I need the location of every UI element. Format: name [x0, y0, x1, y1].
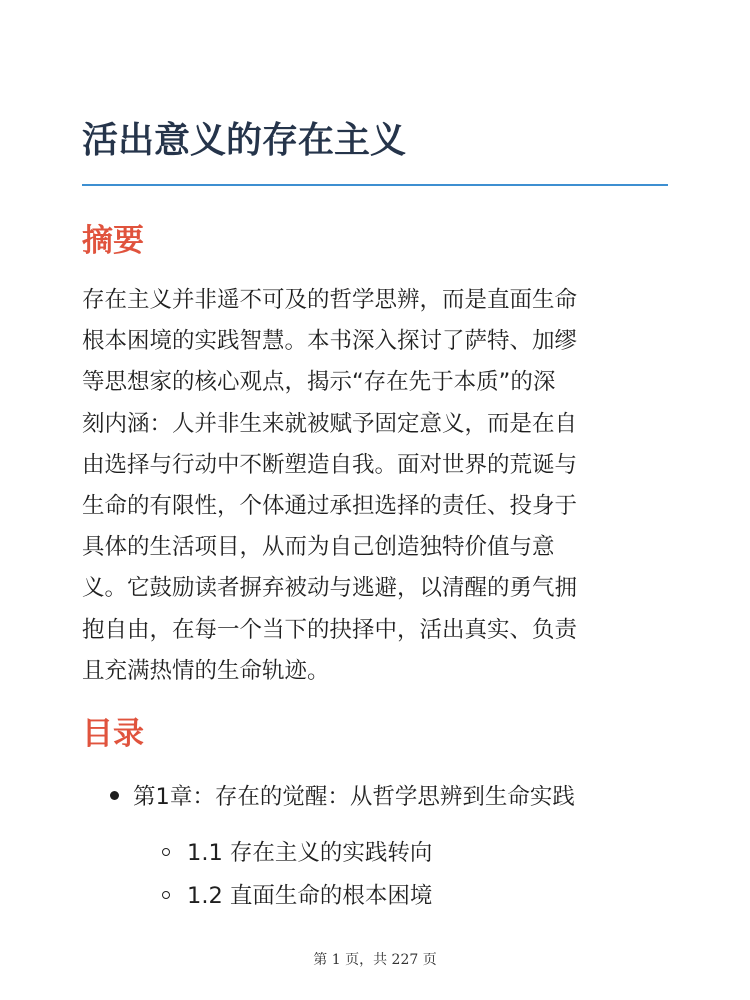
toc-item-section-1-2[interactable]	[162, 880, 432, 912]
abstract-line: 且充满热情的生命轨迹。	[82, 657, 330, 684]
abstract-line: 存在主义并非遥不可及的哲学思辨，而是直面生命	[82, 287, 578, 313]
abstract-line: 抱自由，在每一个当下的抉择中，活出真实、负责	[82, 616, 578, 643]
toc-item-label: 1.2 直面生命的根本困境	[187, 883, 433, 909]
toc-item-chapter-1[interactable]	[110, 781, 575, 813]
document-title: 活出意义的存在主义	[82, 120, 407, 161]
abstract-line: 义。它鼓励读者摒弃被动与逃避，以清醒的勇气拥	[82, 575, 578, 602]
title-divider	[82, 184, 668, 186]
toc-heading: 目录	[82, 716, 144, 752]
abstract-line: 生命的有限性，个体通过承担选择的责任、投身于	[82, 493, 578, 520]
toc-item-label: 第1章：存在的觉醒：从哲学思辨到生命实践	[133, 784, 575, 810]
bullet-circle-icon	[162, 848, 170, 856]
abstract-line: 由选择与行动中不断塑造自我。面对世界的荒诞与	[82, 451, 578, 478]
abstract-paragraph	[82, 280, 682, 692]
abstract-line: 等思想家的核心观点，揭示“存在先于本质”的深	[82, 369, 556, 396]
abstract-line: 刻内涵：人并非生来就被赋予固定意义，而是在自	[82, 410, 578, 437]
abstract-line: 具体的生活项目，从而为自己创造独特价值与意	[82, 534, 555, 561]
toc-item-section-1-1[interactable]	[162, 837, 432, 869]
abstract-line: 根本困境的实践智慧。本书深入探讨了萨特、加缪	[82, 328, 578, 355]
toc-item-label: 1.1 存在主义的实践转向	[187, 840, 433, 866]
bullet-disc-icon	[110, 791, 119, 800]
bullet-circle-icon	[162, 891, 170, 899]
abstract-heading: 摘要	[82, 223, 144, 259]
page-number-footer: 第 1 页，共 227 页	[313, 952, 437, 968]
